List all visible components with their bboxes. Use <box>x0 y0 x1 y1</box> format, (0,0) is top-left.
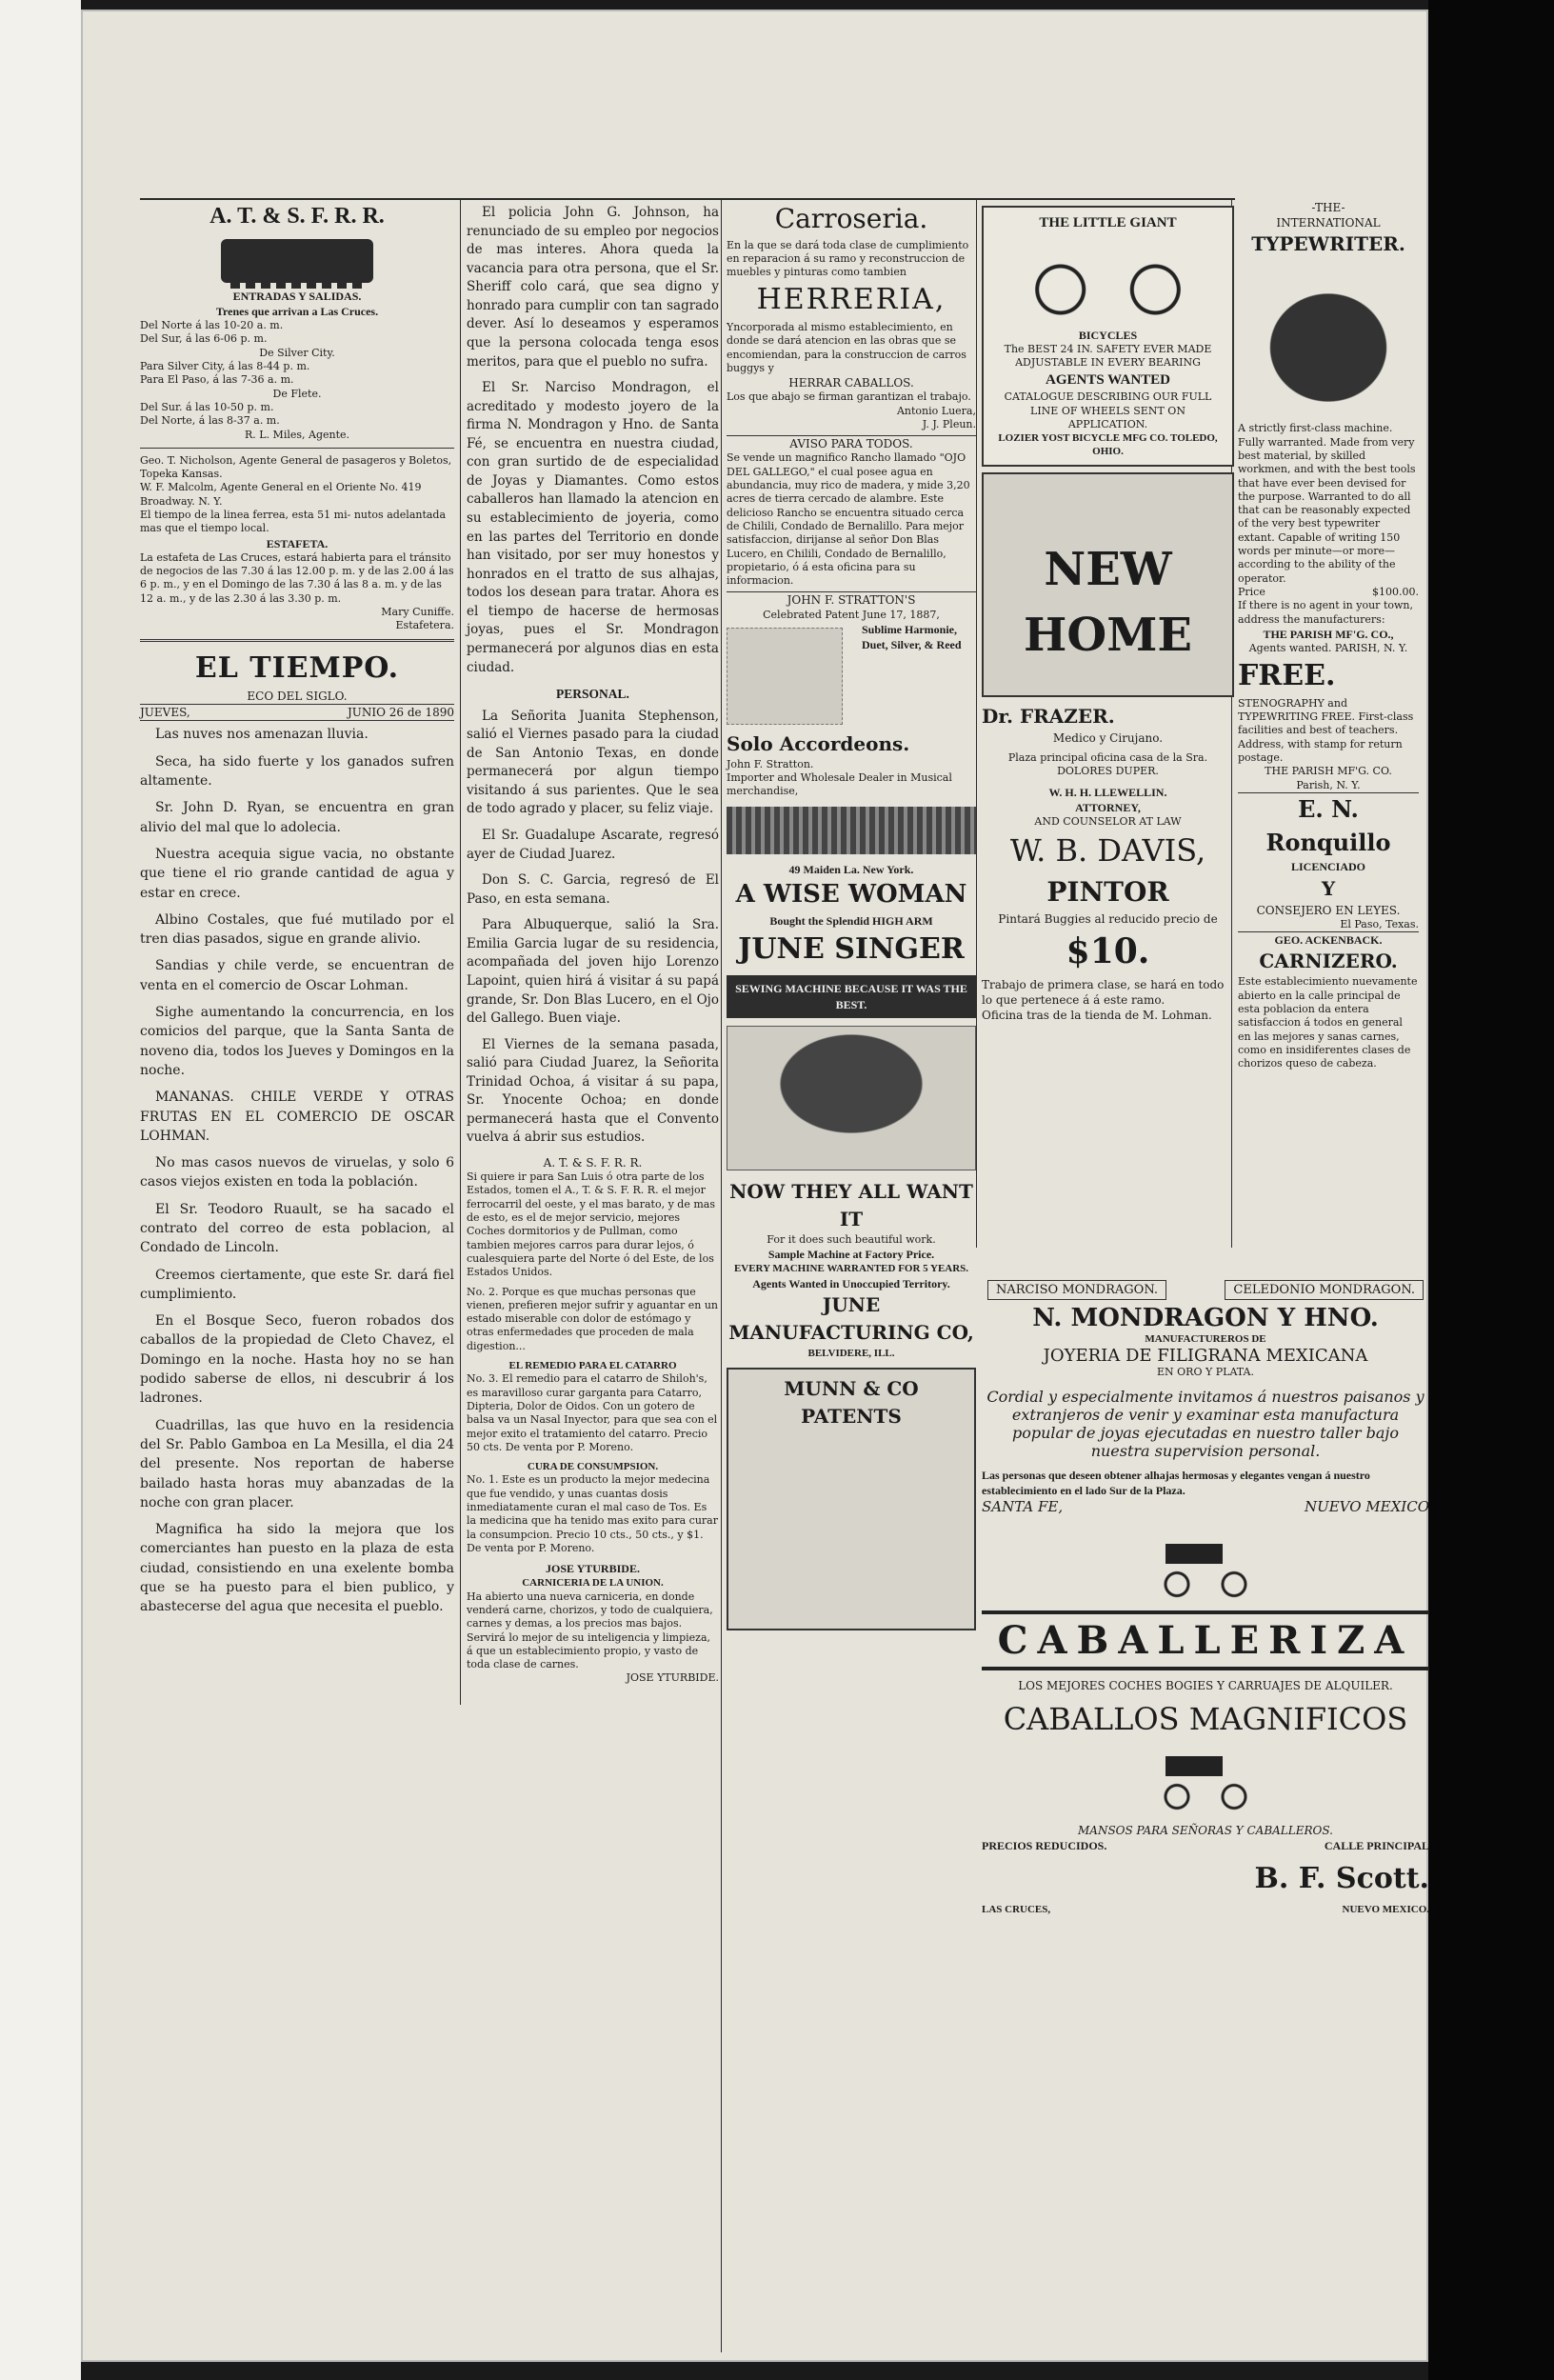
news-item: El Viernes de la semana pasada, salió para Ciudad Juarez, la Señorita Trinidad Ochoa, á visitar á su papa, Sr. Ynocente Ochoa; en donde permanecerá hasta que el Convento vuelva á abrir sus estudios. <box>467 1036 719 1146</box>
remedio-heading: EL REMEDIO PARA EL CATARRO <box>508 1360 677 1372</box>
bike-agents-wanted: AGENTS WANTED <box>1045 371 1170 388</box>
news-item: Sandias y chile verde, se encuentran de venta en el comercio de Oscar Lohman. <box>140 958 454 993</box>
typewriter-heading: TYPEWRITER. <box>1251 232 1405 256</box>
railroad-header: A. T. & S. F. R. R. <box>209 204 385 229</box>
news-item: Creemos ciertamente, que este Sr. dará fiel cumplimiento. <box>140 1267 454 1302</box>
precios-reducidos: PRECIOS REDUCIDOS. <box>982 1839 1107 1853</box>
cordial-text: Cordial y especialmente invitamos á nuestros paisanos y extranjeros de venir y examinar esta manufactura popular de joyas ejecutadas en nuestro taller bajo nuestra supervision personal. <box>986 1387 1424 1460</box>
scan-right-edge <box>1428 0 1554 2380</box>
stratton-name: John F. Stratton. <box>727 757 814 770</box>
column-4 <box>982 200 1234 1023</box>
little-giant: THE LITTLE GIANT <box>1039 215 1177 230</box>
schedule-line: Para Silver City, á las 8-44 p. m. <box>140 360 310 373</box>
frazer-office: Plaza principal oficina casa de la Sra. DOLORES DUPER. <box>1007 750 1208 778</box>
agent-notice: Geo. T. Nicholson, Agente General de pasageros y Boletos, Topeka Kansas. <box>140 453 452 481</box>
schedule-list <box>140 319 454 442</box>
attorney: ATTORNEY, <box>1075 800 1141 814</box>
joyeria: JOYERIA DE FILIGRANA MEXICANA <box>1043 1346 1368 1367</box>
santa-fe: SANTA FE, <box>982 1497 1064 1515</box>
agent-notice: W. F. Malcolm, Agente General en el Oriente No. 419 Broadway. N. Y. <box>140 481 422 508</box>
consejero: CONSEJERO EN LEYES. <box>1256 903 1401 917</box>
nuevo-mexico-2: NUEVO MEXICO. <box>1342 1903 1429 1915</box>
sublime-text: Sublime Harmonie, Duet, Silver, & Reed <box>862 622 962 652</box>
train-illustration <box>221 239 373 283</box>
aviso-text: Se vende un magnifico Rancho llamado "OJO DEL GALLEGO," el cual posee agua en abundancia, muy rico de madera, y mide 3,20 acres de tierra cercado de alambre. Este delicioso Rancho se encuentra situado cerca de Chilili, Condado de Bernalillo. Para mejor satisfaccion, dirijanse al señor Don Blas Lucero, en Chilili, Condado de Bernalillo, propietario, ó á esta oficina para su informacion. <box>727 451 970 588</box>
entradas-heading: ENTRADAS Y SALIDAS. <box>232 289 362 303</box>
accordion-image <box>727 628 843 725</box>
personas-text: Las personas que deseen obtener alhajas hermosas y elegantes vengan á nuestro establecimiento en el lado Sur de la Plaza. <box>982 1468 1370 1497</box>
schedule-line: Para El Paso, á las 7-36 a. m. <box>140 373 294 387</box>
ackenback-text: Este establecimiento nuevamente abierto en la calle principal de esta poblacion da entera satisfaccion á todos en general en las mejores y sanas carnes, como en insidiferentes clases de chorizos queso de cabeza. <box>1238 975 1418 1070</box>
column-rule <box>460 200 461 1705</box>
catalogue-text: CATALOGUE DESCRIBING OUR FULL LINE OF WHEELS SENT ON APPLICATION. <box>1004 390 1212 430</box>
stratton-heading: JOHN F. STRATTON'S <box>727 591 976 608</box>
news-item: La Señorita Juanita Stephenson, salió el Viernes pasado para la ciudad de San Antonio Texas, en donde permanecerá por algun tiempo visitando á sus parientes. Que le sea de todo agrado y placer, su feliz viaje. <box>467 708 719 817</box>
herrar-heading: HERRAR CABALLOS. <box>788 376 914 390</box>
news-item: MANANAS. CHILE VERDE Y OTRAS FRUTAS EN EL COMERCIO DE OSCAR LOHMAN. <box>140 1090 454 1144</box>
y-label: Y <box>1321 876 1336 900</box>
column-1 <box>140 200 454 1625</box>
narciso-name: NARCISO MONDRAGON. <box>987 1280 1166 1300</box>
remedy-no3: No. 3. El remedio para el catarro de Shiloh's, es maravilloso curar garganta para Catarro, Dipteria, Dolor de Oidos. Con un gotero de balsa va un Nasal Inyector, para que sea con el mejor exito el tratamiento del catarro. Precio 50 cts. De venta por P. Moreno. <box>467 1372 718 1453</box>
masthead-title: EL TIEMPO. <box>194 650 400 685</box>
aviso-heading: AVISO PARA TODOS. <box>727 435 976 451</box>
las-cruces-line <box>982 1903 1429 1916</box>
news-item: Nuestra acequia sigue vacia, no obstante que tiene el rio grande cantidad de agua y estar en crece. <box>140 846 454 901</box>
dateline-date: JUNIO 26 de 1890 <box>347 706 454 720</box>
cura-text: No. 1. Este es un producto la mejor medecina que fue vendido, y unas cuantas dosis inmediatamente curan el mal caso de Tos. Es la medicina que ha tenido mas exito para curar la consumpcion. Precio 10 cts., 50 cts., y $1. De venta por P. Moreno. <box>467 1473 718 1554</box>
column-5 <box>1238 200 1419 1070</box>
ackenback-name: GEO. ACKENBACK. <box>1238 931 1419 948</box>
licenciado: LICENCIADO <box>1290 860 1365 874</box>
dateline-day: JUEVES, <box>140 706 190 720</box>
news-item: Sr. John D. Ryan, se encuentra en gran alivio del mal que lo adolecia. <box>140 800 454 835</box>
news-item: Seca, ha sido fuerte y los ganados sufren altamente. <box>140 753 454 790</box>
sewing-machine-illustration <box>727 1026 976 1170</box>
caballos-magnificos: CABALLOS MAGNIFICOS <box>1003 1701 1408 1738</box>
yturbide-heading: JOSE YTURBIDE. <box>546 1562 640 1576</box>
manufactureros: MANUFACTUREROS DE <box>1145 1333 1266 1345</box>
typewriter-price <box>1238 586 1419 599</box>
atsf-heading: A. T. & S. F. R. R. <box>543 1156 643 1170</box>
wise-woman: A WISE WOMAN <box>735 879 967 909</box>
news-item: Sighe aumentando la concurrencia, en los comicios del parque, que la Santa Santa de noveno dia, todos los Jueves y Domingos en la noche. <box>140 1005 454 1078</box>
mary-cuniffe: Mary Cuniffe. <box>381 606 454 618</box>
pintor-text: Pintará Buggies al reducido precio de <box>998 912 1218 927</box>
masthead-subtitle: ECO DEL SIGLO. <box>247 690 348 704</box>
international-label: INTERNATIONAL <box>1276 216 1381 230</box>
nuevo-mexico: NUEVO MEXICO <box>1304 1497 1429 1515</box>
herreria-heading: HERRERIA, <box>756 283 946 317</box>
mondragon-firm: N. MONDRAGON Y HNO. <box>1032 1304 1379 1332</box>
pintor-price: $10. <box>1066 931 1150 972</box>
signature-luera: Antonio Luera, <box>896 404 976 417</box>
typewriter-illustration <box>1238 264 1419 416</box>
accordion-illustration <box>727 807 976 854</box>
news-item: Don S. C. Garcia, regresó de El Paso, en esta semana. <box>467 872 719 907</box>
news-item: Magnifica ha sido la mejora que los comerciantes han puesto en la plaza de esta ciudad, consistiendo en una exelente bomba que se ha puesto para el bien publico, y abastecerse del agua que necesita el pueblo. <box>140 1522 454 1615</box>
parish-ny: Parish, N. Y. <box>1296 778 1361 791</box>
belvidere: BELVIDERE, ILL. <box>807 1347 895 1359</box>
no-agent-text: If there is no agent in your town, address the manufacturers: <box>1238 599 1413 626</box>
estafetera: Estafetera. <box>395 619 454 632</box>
cura-heading: CURA DE CONSUMPSION. <box>527 1461 659 1473</box>
solo-accordeons: Solo Accordeons. <box>727 731 910 755</box>
mansos-text: MANSOS PARA SEÑORAS Y CABALLEROS. <box>1077 1824 1333 1838</box>
parish-mfg: THE PARISH MF'G. CO., <box>1263 627 1394 641</box>
news-item: No mas casos nuevos de viruelas, y solo 6 casos viejos existen en toda la población. <box>140 1155 454 1190</box>
schedule-line: Del Norte, á las 8-37 a. m. <box>140 414 280 428</box>
agent-notice: El tiempo de la linea ferrea, esta 51 mi- nutos adelantada mas que el tiempo local. <box>140 509 447 535</box>
counselor: AND COUNSELOR AT LAW <box>1034 814 1182 828</box>
carnizero-heading: CARNIZERO. <box>1259 950 1398 973</box>
free-heading: FREE. <box>1238 659 1336 693</box>
llewellin-name: W. H. H. LLEWELLIN. <box>1048 785 1167 799</box>
carniceria-text: Ha abierto una nueva carniceria, en donde venderá carne, chorizos, y todo de cualquiera, carnes y demas, a los precios mas bajos. Servirá lo mejor de su inteligencia y limpieza, á que un establecimiento propio, y vasto de toda clase de carnes. <box>467 1590 713 1671</box>
schedule-line: R. L. Miles, Agente. <box>244 428 350 441</box>
pintor-oficina: Oficina tras de la tienda de M. Lohman. <box>982 1008 1212 1022</box>
santa-fe-line <box>982 1498 1429 1515</box>
price-label: Price <box>1238 585 1265 598</box>
oro-plata: EN ORO Y PLATA. <box>1157 1366 1254 1379</box>
las-cruces: LAS CRUCES, <box>982 1903 1051 1915</box>
parish-agents: Agents wanted. PARISH, N. Y. <box>1248 642 1408 655</box>
sewing-banner: SEWING MACHINE BECAUSE IT WAS THE BEST. <box>727 975 976 1017</box>
pintor: PINTOR <box>1046 875 1169 908</box>
ronquillo-name: E. N. Ronquillo <box>1238 792 1419 860</box>
news-item: El Sr. Teodoro Ruault, se ha sacado el contrato del correo de esta poblacion, al Condado de Lincoln. <box>140 1201 454 1256</box>
estafeta-heading: ESTAFETA. <box>266 536 329 550</box>
news-item: En el Bosque Seco, fueron robados dos caballos de la propiedad de Cleto Chavez, el Domingo en la noche. Hasta hoy no se han podido saberse de ellos, ni descubrir á los ladrones. <box>140 1313 454 1407</box>
schedule-line: Del Sur. á las 10-50 p. m. <box>140 400 274 413</box>
herreria-text: Yncorporada al mismo establecimiento, en donde se dará atencion en las obras que se encomiendan, para la construccion de carros buggys y <box>727 320 966 374</box>
news-item: Para Albuquerque, salió la Sra. Emilia Garcia lugar de su residencia, acompañada del joven hijo Lorenzo Lapoint, quien hirá á visitar á su papá grande, Sr. Don Blas Lucero, en el Ojo del Gallego. Buen viaje. <box>467 917 719 1027</box>
june-singer: JUNE SINGER <box>738 931 965 966</box>
patents-ad <box>727 1368 976 1630</box>
guarantee-text: Los que abajo se firman garantizan el trabajo. <box>727 390 971 404</box>
news-item: El Sr. Guadalupe Ascarate, regresó ayer de Ciudad Juarez. <box>467 828 719 862</box>
bicycle-ad <box>982 206 1234 467</box>
buggy-illustration <box>1148 1747 1263 1813</box>
stratton-importer: Importer and Wholesale Dealer in Musical merchandise, <box>727 771 952 798</box>
schedule-line: De Flete. <box>272 387 322 400</box>
stratton-address: 49 Maiden La. New York. <box>788 862 914 876</box>
schedule-line: Del Sur, á las 6-06 p. m. <box>140 332 268 346</box>
atsf-text: Si quiere ir para San Luis ó otra parte de los Estados, tomen el A., T. & S. F. R. R. el mejor ferrocarril del oeste, y el mas barato, y de mas de esto, es el de mejor servicio, mejores Coches dormitorios y de Pullman, como tambien mejores carros para durar lejos, ó cualesquiera parte del Norte ó del Este, de los Estados Unidos. <box>467 1170 715 1279</box>
frazer-name: Dr. FRAZER. <box>982 704 1115 728</box>
local-news <box>140 725 454 1616</box>
bought-text: Bought the Splendid HIGH ARM <box>769 913 933 928</box>
column-rule <box>721 200 722 2352</box>
scott-name: B. F. Scott. <box>1254 1861 1429 1895</box>
el-paso: El Paso, Texas. <box>1340 917 1419 930</box>
beautiful-work: For it does such beautiful work. <box>767 1232 936 1246</box>
munn-patents: MUNN & CO PATENTS <box>784 1376 919 1428</box>
newspaper-page <box>81 10 1428 2362</box>
news-item: Las nuves nos amenazan lluvia. <box>155 727 369 743</box>
parish-mfg-2: THE PARISH MF'G. CO. <box>1265 765 1392 778</box>
stagecoach-illustration <box>1148 1534 1263 1601</box>
calle-principal: CALLE PRINCIPAL <box>1324 1839 1429 1853</box>
new-home-logo: NEW HOME <box>1024 542 1192 663</box>
news-item: El policia John G. Johnson, ha renunciado de su empleo por negocios de mas interes. Ahora queda la vacancia para otra persona, que el Sr. Sheriff colo cará, que sea digno y honrado para cumplir con tan sagrado dever. Así lo deseamos y esperamos que la persona colocada tenga esos meritos, para que el pueblo no sufra. <box>467 205 719 370</box>
column-2 <box>467 200 719 1686</box>
caballeriza-heading: CABALLERIZA <box>982 1610 1429 1670</box>
carniceria-heading: CARNICERIA DE LA UNION. <box>522 1577 664 1590</box>
signature-pleun: J. J. Pleun. <box>922 417 976 430</box>
precios-line <box>982 1838 1429 1853</box>
yturbide-signature: JOSE YTURBIDE. <box>626 1671 719 1685</box>
dateline <box>140 704 454 721</box>
the-label: -THE- <box>1311 201 1345 214</box>
sample-machine: Sample Machine at Factory Price. <box>767 1248 935 1262</box>
news-item: Albino Costales, que fué mutilado por el tren dias pasados, sigue en grande alivio. <box>140 911 454 948</box>
schedule-line: De Silver City. <box>259 346 335 359</box>
pintor-trabajo: Trabajo de primera clase, se hará en todo lo que pertenece á á este ramo. <box>982 977 1225 1007</box>
stratton-patent: Celebrated Patent June 17, 1887, <box>763 608 940 621</box>
mejores-coches: LOS MEJORES COCHES BOGIES Y CARRUAJES DE ALQUILER. <box>1018 1678 1393 1692</box>
personal-heading: PERSONAL. <box>556 687 629 702</box>
now-they-want: NOW THEY ALL WANT IT <box>729 1179 973 1230</box>
warranty-text: EVERY MACHINE WARRANTED FOR 5 YEARS. <box>733 1263 969 1275</box>
celedonio-name: CELEDONIO MONDRAGON. <box>1225 1280 1424 1300</box>
news-item: Cuadrillas, las que huvo en la residencia del Sr. Pablo Gamboa en La Mesilla, el dia 24 del presente. Nos reportan de haberse bailado hasta horas muy abanzadas de la noche con gran placer. <box>140 1417 454 1510</box>
trenes-heading: Trenes que arrivan a Las Cruces. <box>215 304 379 318</box>
june-mfg: JUNE MANUFACTURING CO, <box>728 1292 974 1344</box>
estafeta-text: La estafeta de Las Cruces, estará habierta para el tránsito de negocios de las 7.30 á las 12.00 p. m. y de las 2.00 á las 6 p. m., y en el Domingo de las 7.30 á las 8 a. m. y de las 12 a. m., y de las 2.30 á las 3.30 p. m. <box>140 550 454 605</box>
frazer-title: Medico y Cirujano. <box>1052 730 1164 745</box>
lozier-yost: LOZIER YOST BICYCLE MFG CO. TOLEDO, OHIO. <box>998 432 1218 458</box>
mondragon-block <box>982 1276 1429 1916</box>
column-rule <box>976 200 977 1248</box>
bicycles-label: BICYCLES <box>1078 328 1138 342</box>
scan-left-margin <box>0 0 81 2380</box>
steno-text: STENOGRAPHY and TYPEWRITING FREE. First-class facilities and best of teachers. Address, with stamp for return postage. <box>1238 696 1414 764</box>
typewriter-text: A strictly first-class machine. Fully warranted. Made from very best material, by skilled workmen, and with the best tools that have ever been devised for the purpose. Warranted to do all that can be reasonably expected of the very best typewriter extant. Capable of writing 150 words per minute—or more—according to the ability of the operator. <box>1238 422 1416 585</box>
best-safety: The BEST 24 IN. SAFETY EVER MADE ADJUSTABLE IN EVERY BEARING <box>1004 342 1212 370</box>
carroseria-text: En la que se dará toda clase de cumplimiento en reparacion á su ramo y reconstruccion de muebles y pinturas como tambien <box>727 238 969 279</box>
remedy-no2: No. 2. Porque es que muchas personas que vienen, prefieren mejor sufrir y aguantar en un estado miserable con dolor de estómago y otras enfermedades que proceden de mala digestion... <box>467 1285 719 1352</box>
news-item: El Sr. Narciso Mondragon, el acreditado y modesto joyero de la firma N. Mondragon y Hno. de Santa Fé, se encuentra en nuestra ciudad, con gran surtido de de especialidad de Joyas y Diamantes. Como estos caballeros han llamado la atencion en su establecimiento de joyeria, como en las partes del Territorio en donde han visitado, por ser muy honestos y honrados en el tratto de sus alhajas, todos los desean para tratar. Ahora es el tiempo de hacerse de hermosas joyas, pues el Sr. Mondragon permanecerá por algunos dias en esta ciudad. <box>467 380 719 675</box>
davis-name: W. B. DAVIS, <box>1009 832 1206 870</box>
schedule-line: Del Norte á las 10-20 a. m. <box>140 319 284 332</box>
carroseria-heading: Carroseria. <box>774 203 928 234</box>
agents-wanted: Agents Wanted in Unoccupied Territory. <box>752 1276 950 1290</box>
column-3 <box>727 200 976 1638</box>
bicycle-illustration <box>989 238 1226 324</box>
price-value: $100.00. <box>1372 585 1419 598</box>
new-home-ad <box>982 472 1234 697</box>
